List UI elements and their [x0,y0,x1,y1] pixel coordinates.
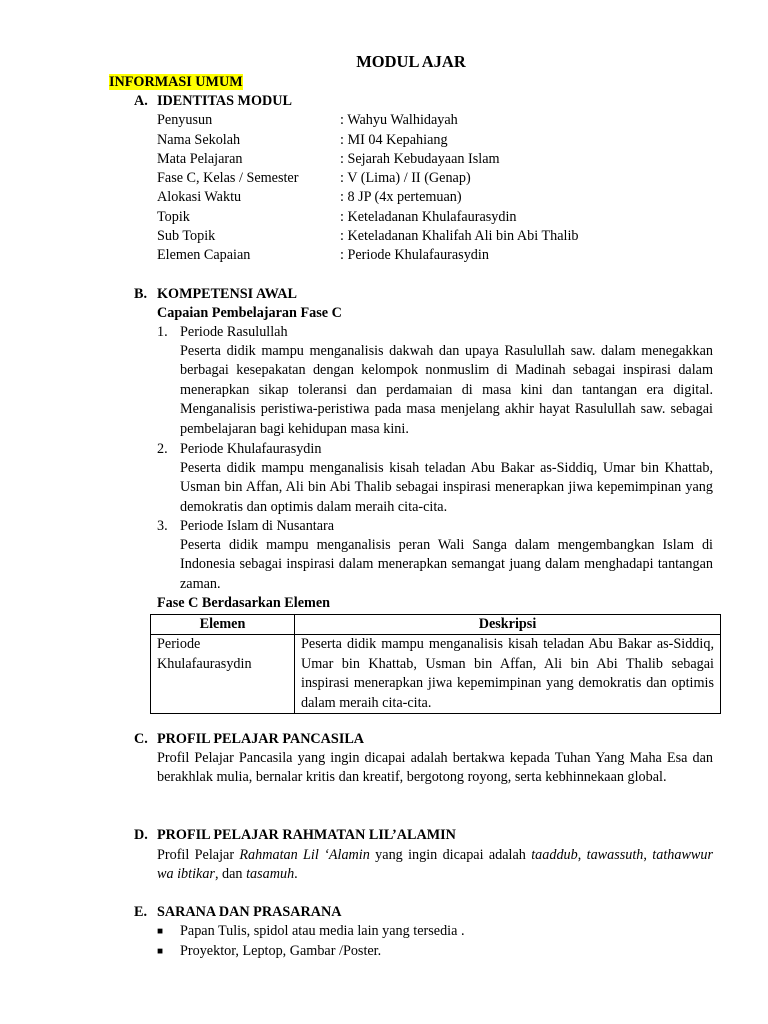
list-item-text: Peserta didik mampu menganalisis dakwah dan upaya Rasulullah saw. dalam menegakkan berbagai kesepakatan dengan kelompok nonmuslim di Madinah sebagai inspirasi dalam menerapkan sikap toleransi dan perdamaian di masa kini dan tantangan era digital. Menganalisis peristiwa-peristiwa pada masa menjelang akhir hayat Rasulullah saw. sebagai pembelajaran bagi kehidupan masa kini. [180,343,713,437]
text-run: , [643,847,653,863]
list-number: 1. [157,324,168,340]
identitas-value: : Keteladanan Khalifah Ali bin Abi Thalib [340,228,579,244]
identitas-label: Nama Sekolah [157,132,241,148]
list-item-title: Periode Khulafaurasydin [180,441,322,457]
heading-sarana-prasarana: SARANA DAN PRASARANA [157,904,342,920]
pancasila-paragraph: Profil Pelajar Pancasila yang ingin dicapai adalah bertakwa kepada Tuhan Yang Maha Esa dan berakhlak mulia, bernalar kritis dan kreatif, bergotong royong, serta kebhinnekaan global. [157,750,713,786]
heading-letter-c: C. [134,731,148,747]
identitas-label: Fase C, Kelas / Semester [157,170,299,186]
list-item-text: Peserta didik mampu menganalisis peran Wali Sanga dalam mengembangkan Islam di Indonesia sebagai inspirasi dalam menerapkan semangat juang dalam menghadapi tantangan zaman. [180,537,713,592]
identitas-label: Topik [157,209,190,225]
italic-run: tathawwur wa ibtikar [157,847,714,883]
list-number: 2. [157,441,168,457]
elemen-line: Khulafaurasydin [157,655,252,672]
table-title: Fase C Berdasarkan Elemen [157,595,331,611]
list-item-title: Periode Islam di Nusantara [180,518,335,534]
list-item: Papan Tulis, spidol atau media lain yang tersedia . [180,923,465,939]
subheading-capaian: Capaian Pembelajaran Fase C [157,305,342,321]
heading-letter-d: D. [134,827,148,843]
square-bullet-icon: ■ [157,926,164,937]
text-run: . [294,866,298,883]
italic-run: Rahmatan Lil ‘Alamin [239,847,370,863]
section-header-informasi-umum [109,73,243,92]
identitas-value: : MI 04 Kepahiang [340,132,448,148]
heading-letter-b: B. [134,286,148,302]
identitas-value: : V (Lima) / II (Genap) [340,170,471,186]
heading-kompetensi-awal: KOMPETENSI AWAL [157,286,297,302]
list-item-text: Peserta didik mampu menganalisis kisah teladan Abu Bakar as-Siddiq, Umar bin Khattab, Usman bin Affan, Ali bin Abi Thalib sebagai inspirasi menerapkan jiwa kepemimpinan yang demokratis dan optimis dalam meraih cita-cita. [180,460,713,515]
heading-letter-e: E. [134,904,148,920]
identitas-label: Elemen Capaian [157,247,251,263]
heading-letter-a: A. [134,93,148,109]
square-bullet-icon: ■ [157,946,164,957]
list-item: Proyektor, Leptop, Gambar /Poster. [180,943,382,959]
identitas-value: : Wahyu Walhidayah [340,112,458,128]
identitas-value: : Keteladanan Khulafaurasydin [340,209,517,225]
elemen-table [150,614,721,714]
identitas-label: Sub Topik [157,228,216,244]
text-run: yang ingin dicapai adalah [369,847,532,863]
heading-profil-rahmatan: PROFIL PELAJAR RAHMATAN LIL’ALAMIN [157,827,456,843]
identitas-value: : 8 JP (4x pertemuan) [340,189,462,205]
table-cell-elemen [151,635,295,714]
heading-identitas-modul: IDENTITAS MODUL [157,93,292,109]
table-header-row [151,615,721,635]
identitas-label: Penyusun [157,112,213,128]
highlighted-heading: INFORMASI UMUM [109,74,243,90]
list-item-title: Periode Rasulullah [180,324,288,340]
page-title: MODUL AJAR [356,52,466,71]
heading-profil-pancasila: PROFIL PELAJAR PANCASILA [157,731,365,747]
italic-run: taaddub [531,847,578,863]
italic-run: tawassuth [586,847,644,863]
table-header-deskripsi: Deskripsi [295,615,721,635]
text-run: Profil Pelajar [157,847,240,863]
italic-run: tasamuh [246,866,295,883]
table-header-elemen: Elemen [151,615,295,635]
identitas-value: : Periode Khulafaurasydin [340,247,489,263]
elemen-line: Periode [157,636,201,653]
identitas-value: : Sejarah Kebudayaan Islam [340,151,500,167]
rahmatan-paragraph [157,846,713,885]
table-row [151,635,721,714]
list-number: 3. [157,518,168,534]
identitas-label: Alokasi Waktu [157,189,242,205]
table-cell-deskripsi: Peserta didik mampu menganalisis kisah teladan Abu Bakar as-Siddiq, Umar bin Khattab, Usman bin Affan, Ali bin Abi Thalib sebagai inspirasi menerapkan jiwa kepemimpinan yang demokratis dan optimis dalam meraih cita-cita. [295,635,721,714]
text-run: , dan [214,866,247,883]
text-run: , [577,847,587,863]
identitas-label: Mata Pelajaran [157,151,243,167]
